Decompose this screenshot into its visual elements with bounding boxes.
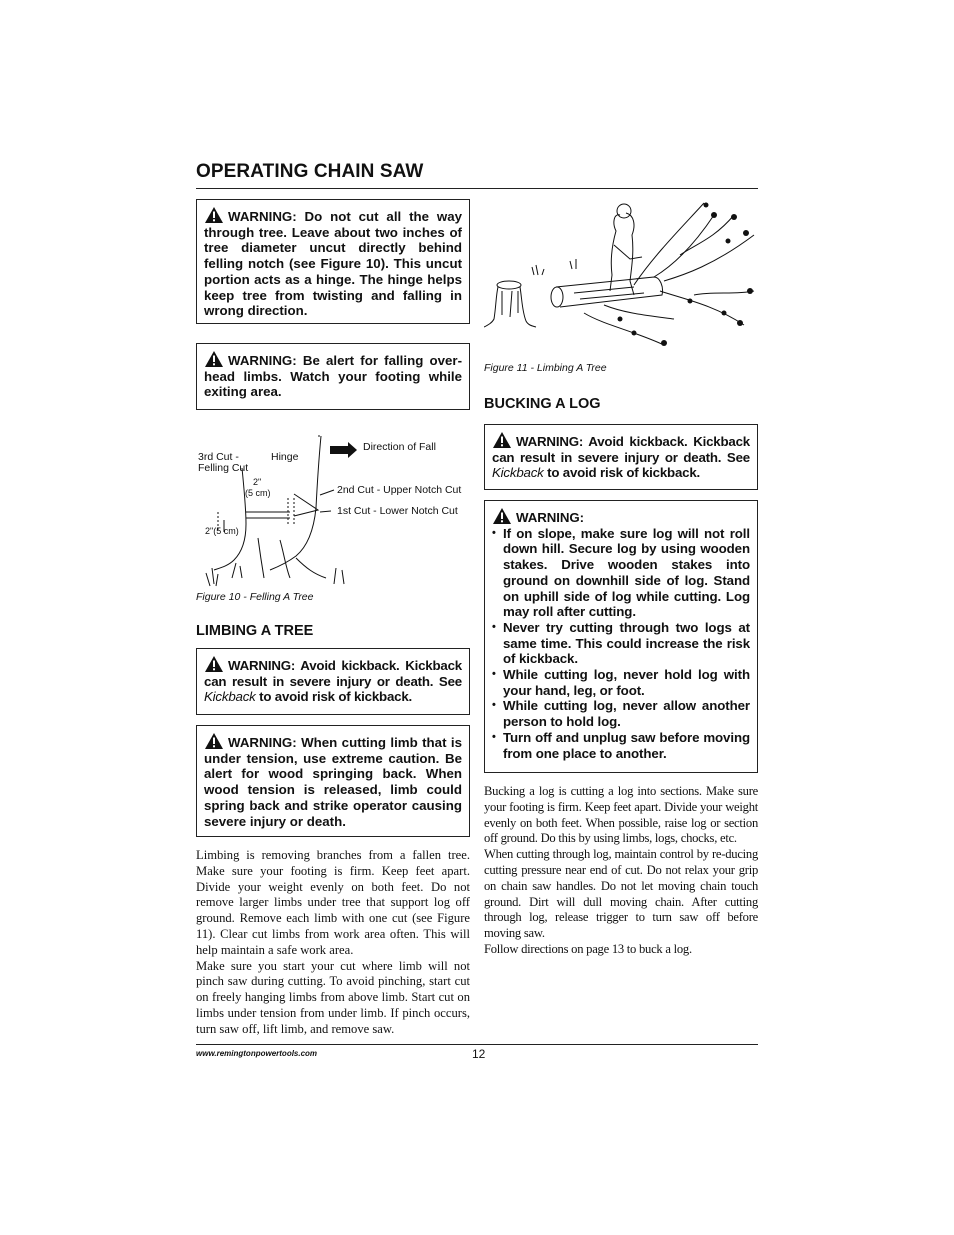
fig10-label-2in-5cm: 2"(5 cm) [205,526,239,536]
warning-triangle-icon [204,350,224,368]
warning-triangle-icon [492,507,512,525]
warning-hinge-text: WARNING: Do not cut all the way through tree. Leave about two inches of tree diameter uncut directly behind felling notch (see Figure 10). This uncut portion acts as a hinge. The hinge helps keep tree from twisting and falling in wrong direction. [204,209,462,319]
header-rule [196,188,758,189]
page-number: 12 [472,1047,486,1061]
warning-tension-text: WARNING: When cutting limb that is under tension, use extreme caution. Be alert for wood springing back. When wood tension is released, limb could spring back and strike operator causing severe injury or death. [204,735,462,829]
warning-limbs-box [196,343,470,410]
warning-hinge-box [196,199,470,324]
limbing-paragraph-1: Limbing is removing branches from a fallen tree. Make sure your footing is firm. Keep feet apart. Divide your weight evenly on both feet. Do not remove larger limbs under tree that support log off ground. Remove each limb with one cut (see Figure 11). Clear cut limbs from work area often. This will help maintain a safe work area. [196,848,470,957]
bucking-heading: BUCKING A LOG [484,396,601,412]
warning-list-title-row [492,507,750,526]
warning-list-title: WARNING: [516,510,584,525]
warning-triangle-icon [204,655,224,673]
kickback-reference[interactable]: Kickback [204,689,256,705]
figure10-caption: Figure 10 - Felling A Tree [196,591,314,603]
warning-list-item: • While cutting log, never allow another person to hold log. [492,698,750,729]
footer-rule [196,1044,758,1045]
fig10-label-2nd-cut: 2nd Cut - Upper Notch Cut [337,484,462,496]
warning-kickback-right-box [484,424,758,490]
warning-kickback-text-a: WARNING: Avoid kickback. Kickback can result in severe injury or death. See [492,434,750,465]
fig10-label-2in: 2" [253,477,262,487]
bucking-paragraph-3: Follow directions on page 13 to buck a log. [484,941,692,956]
fig10-label-hinge: Hinge [271,451,299,463]
warning-kickback-text-a: WARNING: Avoid kickback. Kickback can result in severe injury or death. See [204,658,462,689]
limbing-heading: LIMBING A TREE [196,623,314,639]
warning-list-item: • While cutting log, never hold log with your hand, leg, or foot. [492,667,750,698]
figure11-caption: Figure 11 - Limbing A Tree [484,362,607,374]
limbing-body [196,848,470,1038]
fig10-label-felling-cut: Felling Cut [198,462,249,474]
bucking-paragraph-1: Bucking a log is cutting a log into sections. Make sure your footing is firm. Keep feet apart. Divide your weight evenly on both feet. When possible, raise log or section off ground. Do this by using limbs, logs, chocks, etc. [484,784,758,846]
fig10-label-3rd-cut: 3rd Cut - [198,451,239,463]
warning-list-box [484,500,758,773]
bucking-body [484,784,758,958]
warning-tension-box [196,725,470,837]
footer-url[interactable]: www.remingtonpowertools.com [196,1049,318,1058]
limbing-paragraph-2: Make sure you start your cut where limb will not pinch saw during cutting. To avoid pinching, start cut on freely hanging limbs from above limb. Start cut on limbs under tension from under limb. If pinch occurs, turn saw off, lift limb, and remove saw. [196,958,470,1036]
warning-triangle-icon [204,732,224,750]
warning-triangle-icon [492,431,512,449]
warning-list-item: • Turn off and unplug saw before moving from one place to another. [492,730,750,761]
warning-list-item: • If on slope, make sure log will not roll down hill. Secure log by using wooden stakes. Drive wooden stakes into ground on downhill side of log. Stand on uphill side of log while cutting. Log may roll after cutting. [492,526,750,620]
fig10-label-1st-cut: 1st Cut - Lower Notch Cut [337,505,458,517]
kickback-reference[interactable]: Kickback [492,465,544,481]
warning-triangle-icon [204,206,224,224]
page-title: OPERATING CHAIN SAW [196,161,424,182]
limbing-tree-illustration [484,195,758,353]
fig10-label-direction: Direction of Fall [363,441,436,453]
warning-list-item: • Never try cutting through two logs at same time. This could increase the risk of kickback. [492,620,750,667]
warning-kickback-text-b: to avoid risk of kickback. [255,689,413,705]
bucking-paragraph-2: When cutting through log, maintain control by re-ducing cutting pressure near end of cut. Do not relax your grip on chain saw handles. Do not let moving chain touch ground. Dirt will dull moving chain. After cutting through log, release trigger to turn saw off before moving saw. [484,847,758,941]
warning-kickback-text-b: to avoid risk of kickback. [543,465,701,481]
warning-kickback-left-box [196,648,470,715]
warning-bullet-list [492,526,750,762]
warning-limbs-text: WARNING: Be alert for falling over-head limbs. Watch your footing while exiting area. [204,353,462,400]
fig10-label-5cm: (5 cm) [245,488,271,498]
